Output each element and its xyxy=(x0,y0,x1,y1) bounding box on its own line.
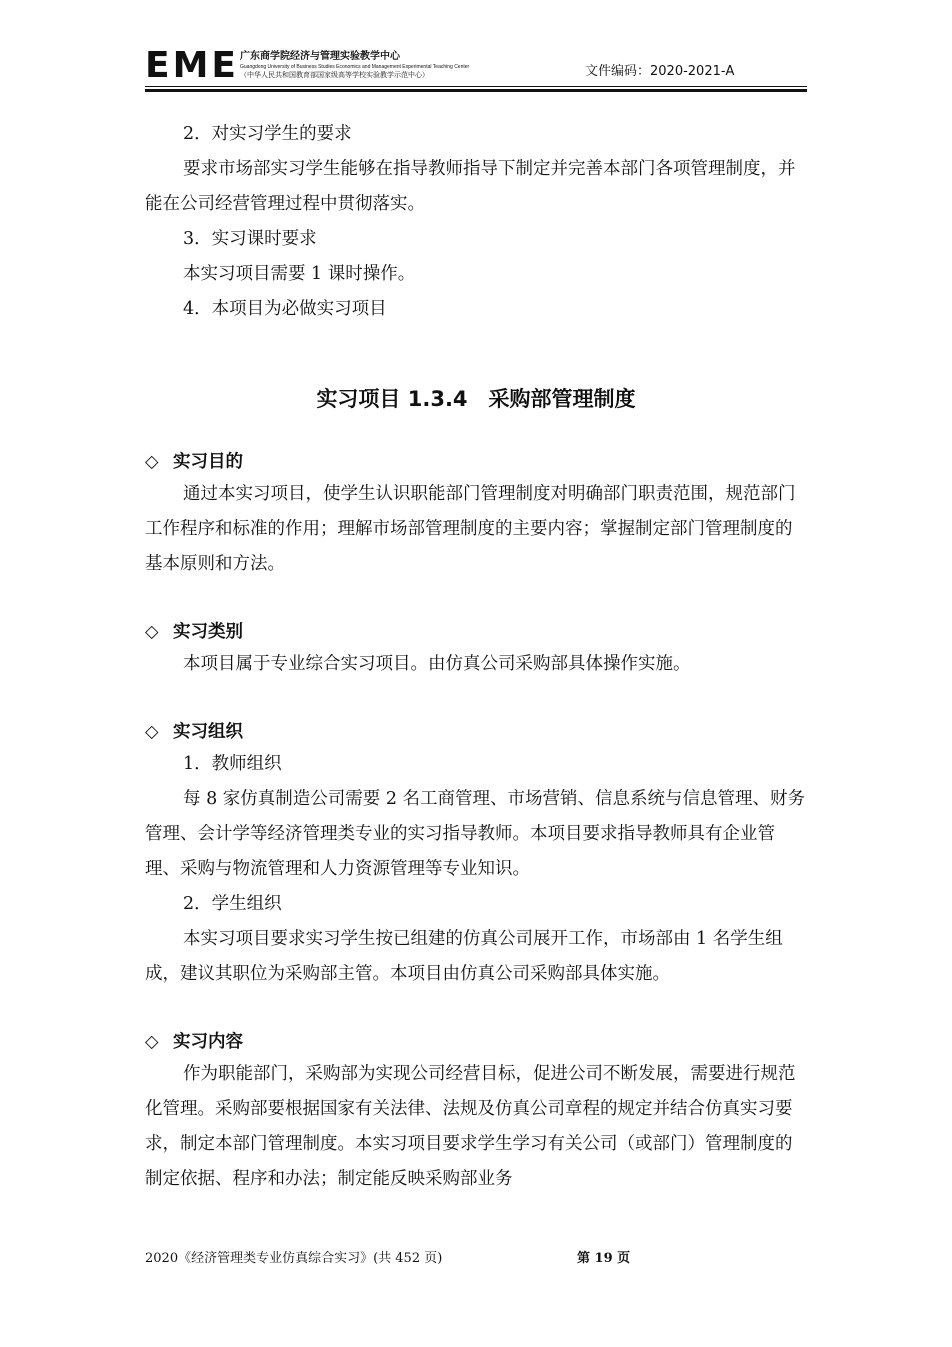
diamond-icon: ◇ xyxy=(145,722,159,742)
org-name-en: Guangdong University of Business Studies Economics and Management Experimental Teaching Center xyxy=(240,64,470,70)
heading-label: 实习组织 xyxy=(173,722,243,742)
diamond-icon: ◇ xyxy=(145,452,159,472)
heading-label: 实习内容 xyxy=(173,1032,243,1052)
purpose-paragraph: 通过本实习项目，使学生认识职能部门管理制度对明确部门职责范围，规范部门工作程序和标准的作用；理解市场部管理制度的主要内容；掌握制定部门管理制度的基本原则和方法。 xyxy=(145,484,796,574)
heading-content xyxy=(145,1027,807,1057)
diamond-icon: ◇ xyxy=(145,622,159,642)
heading-organization xyxy=(145,717,807,747)
heading-purpose xyxy=(145,447,807,477)
eme-logo: EME xyxy=(145,45,240,86)
org-subtitle: （中华人民共和国教育部国家级高等学校实验教学示范中心） xyxy=(240,71,429,79)
page-number: 第 19 页 xyxy=(577,1251,631,1266)
heading-label: 实习目的 xyxy=(173,452,243,472)
header-rule-thick xyxy=(145,89,807,92)
page-header xyxy=(145,45,807,94)
item-heading-3: 3．实习课时要求 xyxy=(183,229,317,249)
diamond-icon: ◇ xyxy=(145,1032,159,1052)
paragraph: 本实习项目需要 1 课时操作。 xyxy=(183,264,416,284)
item-heading-student: 2．学生组织 xyxy=(183,894,282,914)
document-code: 文件编码：2020-2021-A xyxy=(585,64,735,79)
heading-category xyxy=(145,617,807,647)
item-heading-4: 4．本项目为必做实习项目 xyxy=(183,299,387,319)
paragraph: 要求市场部实习学生能够在指导教师指导下制定并完善本部门各项管理制度，并能在公司经营管理过程中贯彻落实。 xyxy=(145,159,796,214)
item-heading-2: 2．对实习学生的要求 xyxy=(183,124,352,144)
heading-label: 实习类别 xyxy=(173,622,243,642)
page-body xyxy=(145,117,807,1197)
content-paragraph: 作为职能部门，采购部为实现公司经营目标，促进公司不断发展，需要进行规范化管理。采购部要根据国家有关法律、法规及仿真公司章程的规定并结合仿真实习要求，制定本部门管理制度。本实习项目要求学生学习有关公司（或部门）管理制度的制定依据、程序和办法；制定能反映采购部业务 xyxy=(145,1064,796,1189)
teacher-paragraph: 每 8 家仿真制造公司需要 2 名工商管理、市场营销、信息系统与信息管理、财务管理、会计学等经济管理类专业的实习指导教师。本项目要求指导教师具有企业管理、采购与物流管理和人力资源管理等专业知识。 xyxy=(145,789,806,879)
student-paragraph: 本实习项目要求实习学生按已组建的仿真公司展开工作，市场部由 1 名学生组成，建议其职位为采购部主管。本项目由仿真公司采购部具体实施。 xyxy=(145,929,783,984)
org-name-cn: 广东商学院经济与管理实验教学中心 xyxy=(240,51,400,62)
header-rule-thin xyxy=(145,86,807,87)
category-paragraph: 本项目属于专业综合实习项目。由仿真公司采购部具体操作实施。 xyxy=(183,654,691,674)
item-heading-teacher: 1．教师组织 xyxy=(183,754,282,774)
book-title: 2020《经济管理类专业仿真综合实习》(共 452 页) xyxy=(145,1251,443,1266)
section-title: 实习项目 1.3.4 采购部管理制度 xyxy=(316,387,636,411)
